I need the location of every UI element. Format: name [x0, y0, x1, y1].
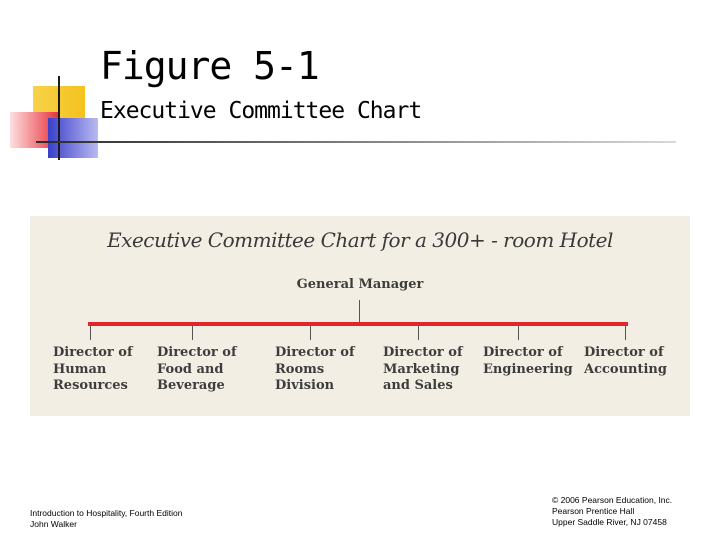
org-node-general-manager: General Manager: [296, 277, 424, 292]
department-connector: [518, 326, 519, 340]
org-node-director-engineering: Director of Engineering: [483, 345, 573, 377]
org-node-director-human-resources: Director of Human Resources: [53, 345, 133, 393]
org-chart-title: Executive Committee Chart for a 300+ - room Hotel: [107, 228, 613, 252]
org-node-director-accounting: Director of Accounting: [584, 345, 667, 377]
department-connector: [90, 326, 91, 340]
decorative-blue-block: [48, 118, 98, 158]
footer-copyright: © 2006 Pearson Education, Inc. Pearson Prentice Hall Upper Saddle River, NJ 07458: [552, 495, 673, 527]
department-bus-line: [88, 322, 628, 326]
slide-title: Figure 5-1: [100, 44, 319, 88]
department-connector: [418, 326, 419, 340]
department-connector: [192, 326, 193, 340]
org-node-director-marketing-sales: Director of Marketing and Sales: [383, 345, 463, 393]
org-node-director-rooms-division: Director of Rooms Division: [275, 345, 355, 393]
title-divider-line: [36, 141, 676, 143]
org-node-director-food-beverage: Director of Food and Beverage: [157, 345, 237, 393]
footer-book-citation: Introduction to Hospitality, Fourth Edition John Walker: [30, 508, 183, 529]
decorative-vertical-line: [58, 76, 60, 160]
slide-subtitle: Executive Committee Chart: [100, 98, 422, 124]
department-connector: [625, 326, 626, 340]
department-connector: [310, 326, 311, 340]
org-chart-panel: [30, 216, 690, 416]
general-manager-connector: [359, 300, 360, 324]
